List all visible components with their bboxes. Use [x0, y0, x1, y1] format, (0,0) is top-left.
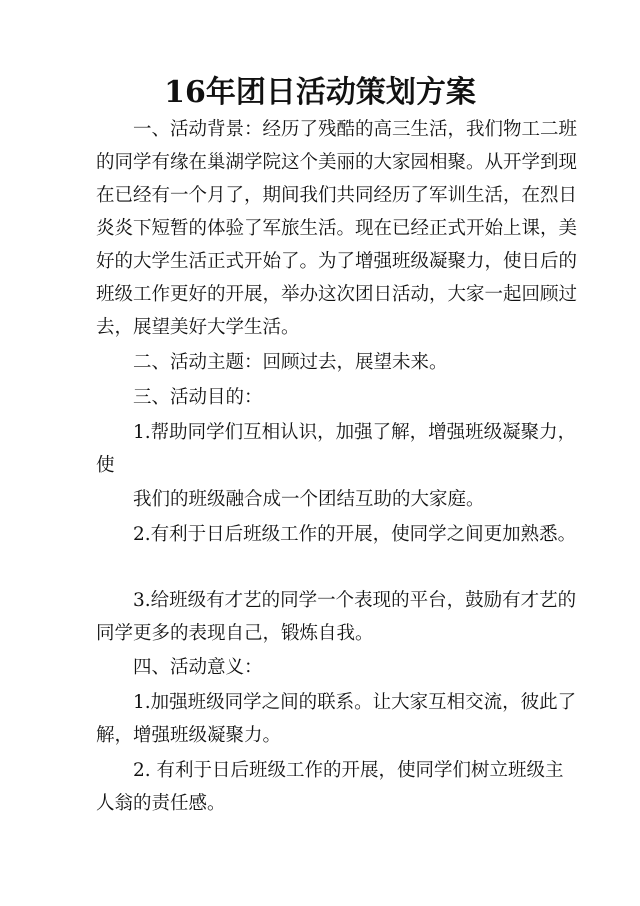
- document-title: 16年团日活动策划方案: [164, 75, 476, 110]
- paragraph-line: 1.加强班级同学之间的联系。让大家互相交流，彼此了: [133, 692, 577, 713]
- paragraph-line: 一、活动背景：经历了残酷的高三生活，我们物工二班: [133, 119, 578, 140]
- paragraph-line: 三、活动目的：: [133, 387, 263, 408]
- paragraph-line: 人翁的责任感。: [96, 793, 226, 814]
- paragraph-line: 1.帮助同学们互相认识，加强了解，增强班级凝聚力，: [133, 422, 577, 443]
- paragraph-line: 2. 有利于日后班级工作的开展，使同学们树立班级主: [133, 760, 564, 781]
- paragraph-line: 炎炎下短暂的体验了军旅生活。现在已经正式开始上课，美: [96, 218, 578, 239]
- paragraph-line: 使: [96, 455, 115, 476]
- paragraph-line: 二、活动主题：回顾过去，展望未来。: [133, 352, 448, 373]
- paragraph-line: 班级工作更好的开展，举办这次团日活动，大家一起回顾过: [96, 284, 578, 305]
- paragraph-line: 2.有利于日后班级工作的开展，使同学之间更加熟悉。: [133, 524, 577, 545]
- paragraph-line: 同学更多的表现自己，锻炼自我。: [96, 623, 374, 644]
- paragraph-line: 好的大学生活正式开始了。为了增强班级凝聚力，使日后的: [96, 251, 578, 272]
- paragraph-line: 的同学有缘在巢湖学院这个美丽的大家园相聚。从开学到现: [96, 152, 578, 173]
- paragraph-line: 四、活动意义：: [133, 657, 263, 678]
- paragraph-line: 我们的班级融合成一个团结互助的大家庭。: [133, 489, 485, 510]
- paragraph-line: 去，展望美好大学生活。: [96, 317, 300, 338]
- paragraph-line: 3.给班级有才艺的同学一个表现的平台，鼓励有才艺的: [133, 590, 577, 611]
- paragraph-line: 在已经有一个月了，期间我们共同经历了军训生活，在烈日: [96, 185, 578, 206]
- paragraph-line: 解，增强班级凝聚力。: [96, 725, 282, 746]
